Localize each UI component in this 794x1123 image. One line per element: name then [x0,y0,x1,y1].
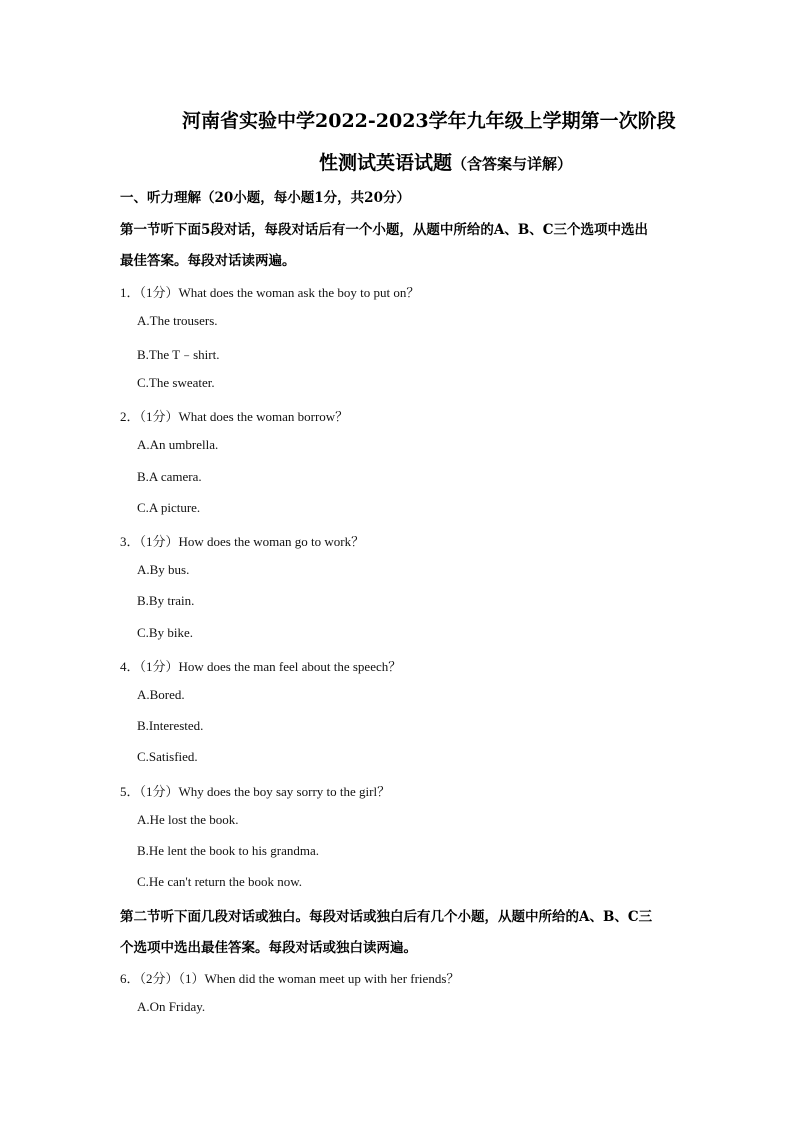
question-stem: 2．（1分）What does the woman borrow？ [120,409,349,424]
question-stem: 3．（1分）How does the woman go to work？ [120,534,365,549]
answer-option: C.A picture. [137,500,201,515]
answer-option: A.The trousers. [137,313,218,328]
answer-option: C.Satisfied. [137,749,198,764]
section-heading-listening: 一、听力理解（20小题，每小题1分，共20分） [120,190,410,206]
document-title-line-1 [182,106,676,133]
answer-option: B.By train. [137,593,195,608]
answer-option: C.The sweater. [137,375,215,390]
title-parenthetical: （含答案与详解） [452,155,573,173]
part2-instruction-line-1: 第二节听下面几段对话或独白。每段对话或独白后有几个小题，从题中所给的A、B、C三 [120,909,653,925]
answer-option: A.He lost the book. [137,812,239,827]
answer-option: B.Interested. [137,718,204,733]
title-text-1: 河南省实验中学2022-2023学年九年级上学期第一次阶段 [182,110,676,132]
part1-instruction-line-2: 最佳答案。每段对话读两遍。 [120,253,296,269]
part2-instruction-line-2: 个选项中选出最佳答案。每段对话或独白读两遍。 [120,940,417,956]
part1-instruction-line-1: 第一节听下面5段对话，每段对话后有一个小题，从题中所给的A、B、C三个选项中选出 [120,222,649,238]
title-text-2: 性测试英语试题 [319,152,453,174]
answer-option: A.By bus. [137,562,190,577]
answer-option: A.An umbrella. [137,437,219,452]
question-stem: 6．（2分）（1）When did the woman meet up with her friends？ [120,971,460,986]
answer-option: B.The T﹣shirt. [137,347,220,362]
answer-option: C.By bike. [137,625,193,640]
answer-option: A.On Friday. [137,999,206,1014]
answer-option: A.Bored. [137,687,185,702]
answer-option: C.He can't return the book now. [137,874,303,889]
question-stem: 5．（1分）Why does the boy say sorry to the girl？ [120,784,391,799]
question-stem: 4．（1分）How does the man feel about the speech？ [120,659,402,674]
answer-option: B.He lent the book to his grandma. [137,843,319,858]
answer-option: B.A camera. [137,469,202,484]
question-stem: 1．（1分）What does the woman ask the boy to put on？ [120,285,420,300]
document-title-line-2 [319,148,572,175]
